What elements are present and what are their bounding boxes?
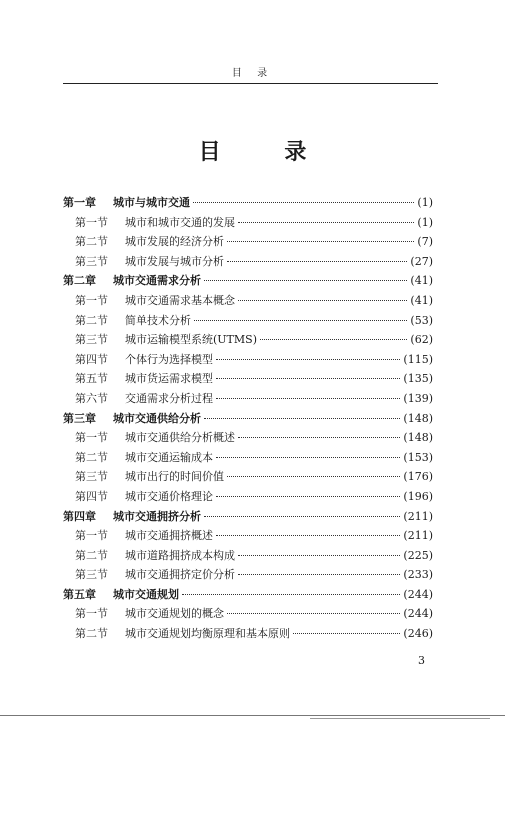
toc-section-row	[63, 331, 433, 351]
toc-chapter-row	[63, 272, 433, 292]
dot-leader	[227, 613, 400, 614]
toc-section-row	[63, 390, 433, 410]
toc-entry-page: (115)	[403, 352, 433, 366]
toc-entry-page: (7)	[417, 235, 433, 249]
toc-entry-page: (1)	[417, 215, 433, 229]
dot-leader	[216, 378, 400, 379]
toc-entry-label: 第二节	[75, 548, 108, 562]
dot-leader	[194, 320, 407, 321]
toc-entry-label: 第三章	[63, 411, 96, 425]
toc-entry-title: 个体行为选择模型	[125, 352, 213, 366]
toc-entry-title: 城市道路拥挤成本构成	[125, 548, 235, 562]
dot-leader	[260, 339, 407, 340]
toc-entry-page: (62)	[410, 333, 433, 347]
toc-entry-title: 城市发展与城市分析	[125, 254, 224, 268]
toc-section-row	[63, 370, 433, 390]
dot-leader	[204, 418, 400, 419]
toc-entry-title: 城市货运需求模型	[125, 372, 213, 386]
running-header: 目 录	[231, 68, 274, 79]
toc-section-row	[63, 605, 433, 625]
dot-leader	[216, 359, 400, 360]
dot-leader	[238, 300, 407, 301]
bottom-rule	[0, 715, 505, 716]
toc-section-row	[63, 449, 433, 469]
toc-entry-label: 第一节	[75, 215, 108, 229]
toc-entry-title: 交通需求分析过程	[125, 391, 213, 405]
toc-entry-label: 第五节	[75, 372, 108, 386]
toc-entry-label: 第一节	[75, 529, 108, 543]
toc-entry-page: (244)	[403, 587, 433, 601]
table-of-contents	[63, 194, 433, 645]
toc-entry-title: 城市发展的经济分析	[125, 235, 224, 249]
dot-leader	[238, 437, 400, 438]
toc-entry-page: (148)	[403, 411, 433, 425]
toc-entry-title: 城市交通供给分析	[113, 411, 201, 425]
dot-leader	[227, 476, 400, 477]
dot-leader	[193, 202, 414, 203]
dot-leader	[227, 241, 414, 242]
header-rule	[63, 83, 438, 84]
toc-entry-title: 城市交通拥挤概述	[125, 529, 213, 543]
dot-leader	[238, 574, 400, 575]
dot-leader	[238, 222, 414, 223]
toc-entry-page: (153)	[403, 450, 433, 464]
toc-entry-page: (211)	[403, 529, 433, 543]
toc-entry-label: 第二节	[75, 313, 108, 327]
toc-section-row	[63, 214, 433, 234]
toc-chapter-row	[63, 586, 433, 606]
toc-entry-label: 第二节	[75, 627, 108, 641]
toc-entry-title: 城市交通规划	[113, 587, 179, 601]
toc-section-row	[63, 547, 433, 567]
toc-entry-page: (1)	[417, 196, 433, 209]
toc-entry-page: (41)	[410, 274, 433, 288]
toc-entry-title: 城市运输模型系统(UTMS)	[125, 333, 257, 347]
toc-entry-page: (135)	[403, 372, 433, 386]
toc-section-row	[63, 566, 433, 586]
toc-entry-label: 第二节	[75, 235, 108, 249]
toc-entry-label: 第三节	[75, 568, 108, 582]
dot-leader	[238, 555, 400, 556]
dot-leader	[204, 280, 407, 281]
toc-entry-title: 简单技术分析	[125, 313, 191, 327]
toc-entry-label: 第四章	[63, 509, 96, 523]
toc-entry-label: 第四节	[75, 352, 108, 366]
toc-entry-title: 城市与城市交通	[113, 196, 190, 209]
dot-leader	[216, 535, 400, 536]
toc-entry-title: 城市交通需求基本概念	[125, 293, 235, 307]
dot-leader	[227, 261, 407, 262]
toc-entry-page: (41)	[410, 293, 433, 307]
bottom-rule-secondary	[310, 718, 490, 719]
toc-entry-title: 城市交通拥挤定价分析	[125, 568, 235, 582]
toc-chapter-row	[63, 410, 433, 430]
toc-entry-label: 第一章	[63, 196, 96, 209]
dot-leader	[204, 516, 400, 517]
toc-entry-label: 第一节	[75, 431, 108, 445]
toc-entry-title: 城市交通供给分析概述	[125, 431, 235, 445]
toc-entry-label: 第六节	[75, 391, 108, 405]
toc-entry-title: 城市交通运输成本	[125, 450, 213, 464]
toc-section-row	[63, 527, 433, 547]
toc-entry-label: 第一节	[75, 293, 108, 307]
toc-entry-title: 城市交通拥挤分析	[113, 509, 201, 523]
toc-entry-label: 第二章	[63, 274, 96, 288]
toc-entry-label: 第五章	[63, 587, 96, 601]
page-title: 目 录	[198, 139, 335, 165]
toc-entry-label: 第三节	[75, 254, 108, 268]
toc-entry-label: 第二节	[75, 450, 108, 464]
toc-section-row	[63, 351, 433, 371]
toc-entry-page: (148)	[403, 431, 433, 445]
toc-entry-page: (53)	[410, 313, 433, 327]
toc-entry-title: 城市出行的时间价值	[125, 470, 224, 484]
dot-leader	[216, 496, 400, 497]
toc-chapter-row	[63, 508, 433, 528]
toc-entry-label: 第一节	[75, 607, 108, 621]
toc-entry-label: 第三节	[75, 470, 108, 484]
toc-entry-title: 城市交通规划的概念	[125, 607, 224, 621]
dot-leader	[216, 457, 400, 458]
page-number: 3	[418, 654, 425, 667]
toc-entry-page: (233)	[403, 568, 433, 582]
toc-entry-title: 城市交通价格理论	[125, 489, 213, 503]
toc-entry-label: 第四节	[75, 489, 108, 503]
toc-entry-page: (196)	[403, 489, 433, 503]
dot-leader	[216, 398, 400, 399]
toc-entry-page: (176)	[403, 470, 433, 484]
toc-entry-page: (27)	[410, 254, 433, 268]
toc-chapter-row	[63, 194, 433, 214]
toc-entry-title: 城市交通需求分析	[113, 274, 201, 288]
dot-leader	[182, 594, 400, 595]
toc-section-row	[63, 253, 433, 273]
dot-leader	[293, 633, 400, 634]
toc-section-row	[63, 625, 433, 645]
toc-entry-title: 城市和城市交通的发展	[125, 215, 235, 229]
toc-entry-title: 城市交通规划均衡原理和基本原则	[125, 627, 290, 641]
toc-section-row	[63, 312, 433, 332]
toc-section-row	[63, 292, 433, 312]
toc-entry-label: 第三节	[75, 333, 108, 347]
toc-entry-page: (244)	[403, 607, 433, 621]
toc-entry-page: (225)	[403, 548, 433, 562]
toc-section-row	[63, 488, 433, 508]
toc-section-row	[63, 233, 433, 253]
toc-entry-page: (211)	[403, 509, 433, 523]
toc-entry-page: (246)	[403, 627, 433, 641]
toc-entry-page: (139)	[403, 391, 433, 405]
toc-section-row	[63, 429, 433, 449]
toc-section-row	[63, 468, 433, 488]
